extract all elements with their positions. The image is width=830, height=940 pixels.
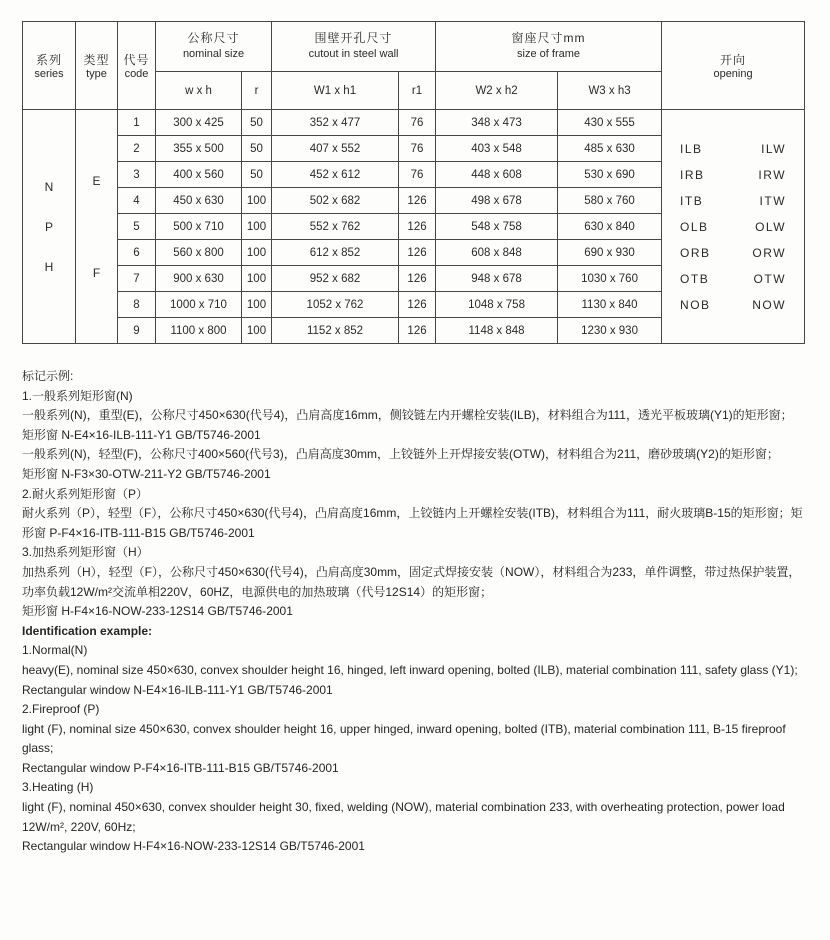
cell-w3h3: 1130 x 840	[558, 292, 662, 318]
cell-code: 8	[118, 292, 156, 318]
opening-code: NOW	[752, 297, 787, 312]
header-series-zh: 系列	[35, 53, 62, 67]
note-line: 耐火系列（P），轻型（F），公称尺寸450×630(代号4)，凸肩高度16mm，上铰链内上开螺栓安装(ITB)，材料组合为111，耐火玻璃B-15的矩形窗；矩形窗 P-F4×16-ITB-111-B15 GB/T5746-2001	[22, 506, 803, 540]
header-opening-en: opening	[713, 68, 753, 80]
opening-cell	[662, 110, 805, 344]
cell-wxh: 500 x 710	[156, 214, 242, 240]
header-code	[118, 22, 156, 110]
opening-code: ILW	[761, 141, 787, 156]
cell-r1: 76	[399, 136, 436, 162]
cell-wxh: 1100 x 800	[156, 318, 242, 344]
cell-w3h3: 430 x 555	[558, 110, 662, 136]
spec-table	[22, 21, 805, 344]
header-frame-size	[436, 22, 662, 72]
opening-code: ORW	[752, 245, 787, 260]
cell-w1h1: 452 x 612	[272, 162, 399, 188]
cell-r1: 76	[399, 110, 436, 136]
cell-wxh: 300 x 425	[156, 110, 242, 136]
cell-w1h1: 502 x 682	[272, 188, 399, 214]
opening-code: OTB	[680, 271, 710, 286]
header-code-en: code	[124, 68, 149, 80]
type-E: E	[92, 173, 101, 188]
note-line: light (F), nominal 450×630, convex shoulder height 30, fixed, welding (NOW), material combination 233, with overheating protection, power load 12W/m², 220V, 60Hz;	[22, 800, 785, 834]
opening-line	[680, 188, 786, 214]
cell-r1: 126	[399, 318, 436, 344]
header-nominal-zh: 公称尺寸	[187, 30, 240, 45]
opening-line	[680, 136, 786, 162]
opening-code: IRB	[680, 167, 705, 182]
series-H: H	[44, 259, 54, 274]
cell-code: 9	[118, 318, 156, 344]
cell-r1: 126	[399, 266, 436, 292]
note-line: Rectangular window P-F4×16-ITB-111-B15 GB/T5746-2001	[22, 760, 339, 775]
cell-r: 100	[242, 240, 272, 266]
note-line: light (F), nominal size 450×630, convex shoulder height 16, upper hinged, inward opening, bolted (ITB), material combination 111, B-15 fireproof glass;	[22, 721, 786, 756]
opening-code: OLW	[755, 219, 787, 234]
cell-r: 50	[242, 162, 272, 188]
header-type-zh: 类型	[83, 53, 110, 67]
cell-r: 100	[242, 266, 272, 292]
cell-w3h3: 690 x 930	[558, 240, 662, 266]
cell-w3h3: 485 x 630	[558, 136, 662, 162]
opening-code: ORB	[680, 245, 711, 260]
series-N: N	[44, 179, 54, 194]
opening-code: IRW	[758, 167, 787, 182]
header-frame-zh: 窗座尺寸mm	[511, 30, 586, 45]
cell-w2h2: 1048 x 758	[436, 292, 558, 318]
cell-wxh: 1000 x 710	[156, 292, 242, 318]
opening-code: ILB	[680, 141, 703, 156]
cell-code: 7	[118, 266, 156, 292]
note-line: Rectangular window H-F4×16-NOW-233-12S14 GB/T5746-2001	[22, 839, 365, 854]
cell-wxh: 450 x 630	[156, 188, 242, 214]
cell-wxh: 900 x 630	[156, 266, 242, 292]
note-line: Rectangular window N-E4×16-ILB-111-Y1 GB/T5746-2001	[22, 682, 333, 697]
note-line: 矩形窗 H-F4×16-NOW-233-12S14 GB/T5746-2001	[22, 604, 293, 619]
cell-w1h1: 612 x 852	[272, 240, 399, 266]
note-line: 矩形窗 N-F3×30-OTW-211-Y2 GB/T5746-2001	[22, 466, 271, 481]
cell-w1h1: 1152 x 852	[272, 318, 399, 344]
header-cutout-zh: 围壁开孔尺寸	[314, 30, 393, 45]
subheader-r: r	[242, 72, 272, 110]
note-line: 2.Fireproof (P)	[22, 702, 100, 717]
cell-w1h1: 952 x 682	[272, 266, 399, 292]
cell-w3h3: 530 x 690	[558, 162, 662, 188]
cell-code: 3	[118, 162, 156, 188]
subheader-r1: r1	[399, 72, 436, 110]
cell-w2h2: 498 x 678	[436, 188, 558, 214]
opening-line	[680, 266, 786, 292]
cell-code: 5	[118, 214, 156, 240]
cell-w2h2: 1148 x 848	[436, 318, 558, 344]
header-series-en: series	[34, 68, 64, 80]
note-line: 一般系列(N)，轻型(F)，公称尺寸400×560(代号3)，凸肩高度30mm，上铰链外上开焊接安装(OTW)，材料组合为211，磨砂玻璃(Y2)的矩形窗；	[22, 447, 779, 462]
cell-wxh: 400 x 560	[156, 162, 242, 188]
type-cell	[76, 110, 118, 344]
cell-r1: 126	[399, 214, 436, 240]
series-P: P	[44, 219, 53, 234]
cell-w3h3: 630 x 840	[558, 214, 662, 240]
cell-r1: 126	[399, 240, 436, 266]
header-nominal-size	[156, 22, 272, 72]
cell-w2h2: 448 x 608	[436, 162, 558, 188]
cell-r: 100	[242, 188, 272, 214]
note-line: 一般系列(N)，重型(E)，公称尺寸450×630(代号4)，凸肩高度16mm，侧铰链左内开螺栓安装(ILB)，材料组合为111，透光平板玻璃(Y1)的矩形窗；	[22, 408, 793, 423]
opening-code: NOB	[680, 297, 711, 312]
header-nominal-en: nominal size	[182, 48, 245, 61]
cell-code: 1	[118, 110, 156, 136]
header-type-en: type	[86, 68, 107, 80]
note-line: heavy(E), nominal size 450×630, convex shoulder height 16, hinged, left inward opening, bolted (ILB), material combination 111, safety glass (Y1);	[22, 662, 798, 677]
header-cutout	[272, 22, 436, 72]
cell-r1: 126	[399, 188, 436, 214]
cell-w3h3: 1230 x 930	[558, 318, 662, 344]
subheader-w2h2: W2 x h2	[436, 72, 558, 110]
notes-heading-zh: 标记示例:	[22, 369, 74, 383]
cell-r: 100	[242, 318, 272, 344]
cell-wxh: 560 x 800	[156, 240, 242, 266]
cell-w3h3: 1030 x 760	[558, 266, 662, 292]
cell-r1: 126	[399, 292, 436, 318]
opening-code: ITW	[759, 193, 787, 208]
cell-r: 100	[242, 292, 272, 318]
cell-code: 2	[118, 136, 156, 162]
cell-w1h1: 1052 x 762	[272, 292, 399, 318]
cell-code: 6	[118, 240, 156, 266]
note-line: 2.耐火系列矩形窗（P）	[22, 486, 149, 501]
type-F: F	[92, 265, 101, 280]
notes-heading-en: Identification example:	[22, 623, 153, 638]
note-line: 1.Normal(N)	[22, 643, 88, 658]
cell-w2h2: 948 x 678	[436, 266, 558, 292]
cell-w2h2: 548 x 758	[436, 214, 558, 240]
series-cell	[23, 110, 76, 344]
subheader-w3h3: W3 x h3	[558, 72, 662, 110]
note-line: 矩形窗 N-E4×16-ILB-111-Y1 GB/T5746-2001	[22, 427, 261, 442]
subheader-w1h1: W1 x h1	[272, 72, 399, 110]
cell-w2h2: 608 x 848	[436, 240, 558, 266]
cell-wxh: 355 x 500	[156, 136, 242, 162]
identification-notes	[22, 367, 810, 857]
subheader-wxh: w x h	[156, 72, 242, 110]
header-code-zh: 代号	[123, 53, 150, 67]
cell-w1h1: 407 x 552	[272, 136, 399, 162]
note-line: 加热系列（H），轻型（F），公称尺寸450×630(代号4)，凸肩高度30mm，固定式焊接安装（NOW），材料组合为233，单件调整，带过热保护装置，功率负载12W/m²交流单相220V，60HZ，电源供电的加热玻璃（代号12S14）的矩形窗；	[22, 564, 801, 599]
header-series	[23, 22, 76, 110]
cell-w2h2: 348 x 473	[436, 110, 558, 136]
cell-code: 4	[118, 188, 156, 214]
cell-r: 50	[242, 110, 272, 136]
table-row	[23, 110, 805, 136]
header-opening-zh: 开向	[720, 53, 747, 67]
opening-line	[680, 162, 786, 188]
header-opening	[662, 22, 805, 110]
opening-code: ITB	[680, 193, 704, 208]
cell-r1: 76	[399, 162, 436, 188]
opening-code: OLB	[680, 219, 709, 234]
cell-w3h3: 580 x 760	[558, 188, 662, 214]
note-line: 3.Heating (H)	[22, 780, 94, 795]
table-header-row-1	[23, 22, 805, 72]
header-cutout-en: cutout in steel wall	[308, 48, 399, 61]
cell-w1h1: 352 x 477	[272, 110, 399, 136]
cell-w1h1: 552 x 762	[272, 214, 399, 240]
cell-r: 50	[242, 136, 272, 162]
note-line: 3.加热系列矩形窗（H）	[22, 545, 149, 560]
opening-line	[680, 214, 786, 240]
opening-line	[680, 292, 786, 318]
cell-r: 100	[242, 214, 272, 240]
note-line: 1.一般系列矩形窗(N)	[22, 388, 133, 403]
cell-w2h2: 403 x 548	[436, 136, 558, 162]
opening-line	[680, 240, 786, 266]
opening-code: OTW	[753, 271, 787, 286]
header-type	[76, 22, 118, 110]
header-frame-en: size of frame	[517, 48, 581, 61]
